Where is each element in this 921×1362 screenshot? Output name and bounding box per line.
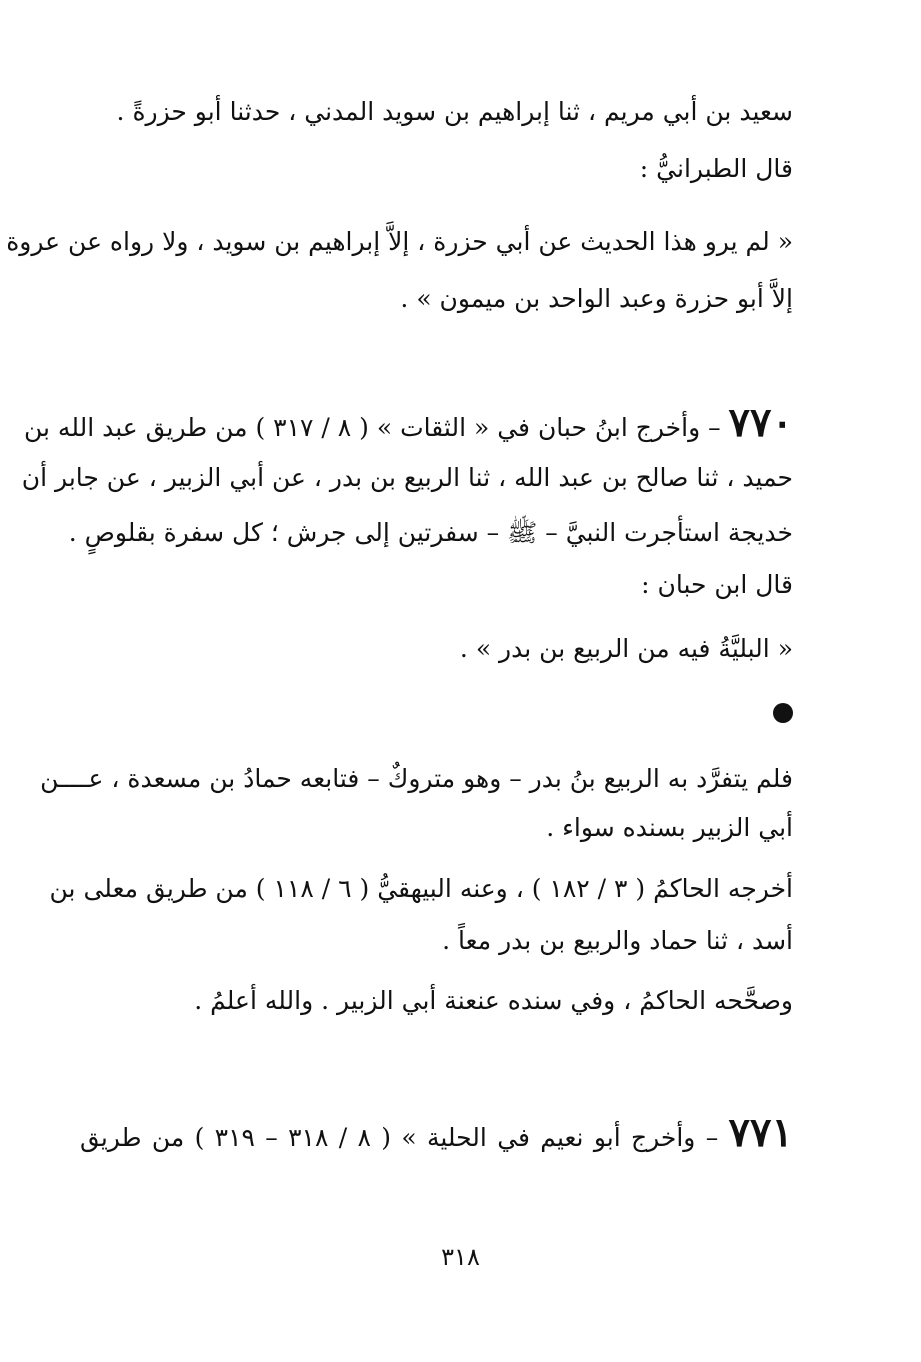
hadith-number-770: ٧٧٠ bbox=[728, 399, 793, 446]
hadith-770-line-3: خديجة استأجرت النبيَّ – ﷺ – سفرتين إلى جرش ؛ كل سفرة بقلوصٍ . bbox=[68, 518, 793, 547]
hadith-771-text: – وأخرج أبو نعيم في الحلية » ( ٨ / ٣١٨ – ٣١٩ ) من طريق bbox=[80, 1123, 719, 1152]
commentary-line-3: أخرجه الحاكمُ ( ٣ / ١٨٢ ) ، وعنه البيهقيُّ ( ٦ / ١١٨ ) من طريق معلى بن bbox=[49, 874, 793, 903]
commentary-line-5: وصحَّحه الحاكمُ ، وفي سنده عنعنة أبي الزبير . والله أعلمُ . bbox=[194, 986, 793, 1015]
text-line-ibn-hibban: قال ابن حبان : bbox=[641, 570, 793, 599]
bullet-icon bbox=[773, 703, 793, 723]
text-line-2: قال الطبرانيُّ : bbox=[639, 154, 793, 183]
quote-line-1: « لم يرو هذا الحديث عن أبي حزرة ، إلاَّ إبراهيم بن سويد ، ولا رواه عن عروة bbox=[6, 227, 793, 256]
commentary-line-1: فلم يتفرَّد به الربيع بنُ بدر – وهو متروكٌ – فتابعه حمادُ بن مسعدة ، عــــن bbox=[40, 764, 793, 793]
hadith-771-line-1 bbox=[80, 1109, 793, 1156]
quote-line-3: « البليَّةُ فيه من الربيع بن بدر » . bbox=[459, 634, 793, 663]
hadith-770-line-2: حميد ، ثنا صالح بن عبد الله ، ثنا الربيع بن بدر ، عن أبي الزبير ، عن جابر أن bbox=[21, 463, 793, 492]
commentary-line-2: أبي الزبير بسنده سواء . bbox=[546, 813, 793, 842]
page-number: ٣١٨ bbox=[441, 1243, 480, 1271]
quote-line-2: إلاَّ أبو حزرة وعبد الواحد بن ميمون » . bbox=[400, 284, 793, 313]
text-line-1: سعيد بن أبي مريم ، ثنا إبراهيم بن سويد المدني ، حدثنا أبو حزرةً . bbox=[116, 97, 793, 126]
hadith-770-text: – وأخرج ابنُ حبان في « الثقات » ( ٨ / ٣١٧ ) من طريق عبد الله بن bbox=[23, 413, 721, 442]
commentary-line-4: أسد ، ثنا حماد والربيع بن بدر معاً . bbox=[442, 926, 793, 955]
hadith-number-771: ٧٧١ bbox=[728, 1109, 793, 1156]
hadith-770-line-1 bbox=[23, 399, 793, 446]
section-heading bbox=[763, 684, 793, 734]
